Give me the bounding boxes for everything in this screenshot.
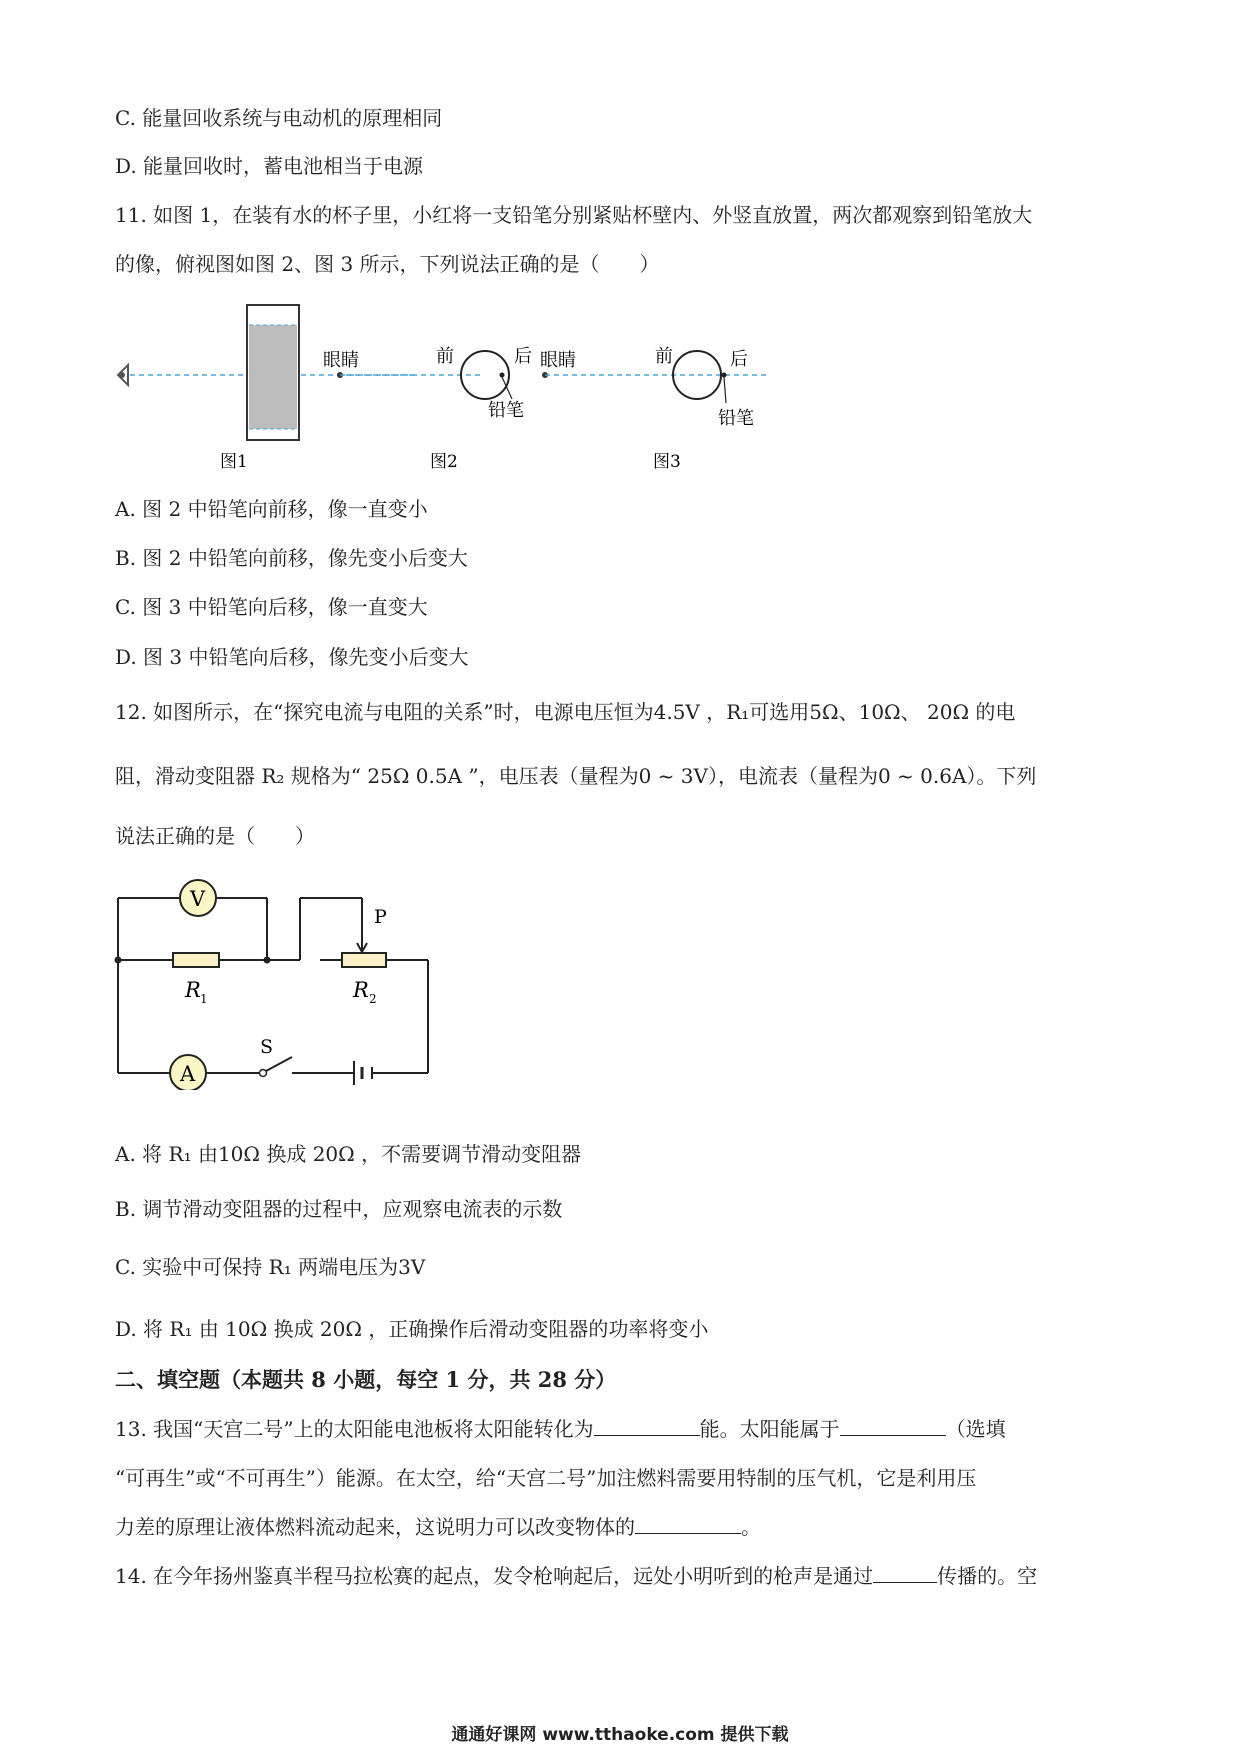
answer-blank-1 — [594, 1415, 700, 1436]
label-front-fig2: 前 — [436, 346, 454, 367]
answer-blank-3 — [635, 1513, 741, 1534]
question-12-line3: 说法正确的是（ ） — [115, 824, 315, 848]
slider-arrow-icon — [357, 943, 367, 952]
battery — [354, 1061, 372, 1085]
svg-text:V: V — [190, 887, 206, 911]
caption-fig3: 图3 — [653, 452, 681, 472]
option-q11-d: D. 图 3 中铅笔向后移，像先变小后变大 — [115, 645, 469, 669]
label-slider-p: P — [374, 906, 387, 928]
label-front-fig3: 前 — [655, 346, 673, 367]
pencil-point-fig3 — [722, 373, 727, 378]
option-q11-c: C. 图 3 中铅笔向后移，像一直变大 — [115, 595, 428, 619]
question-11-line2: 的像，俯视图如图 2、图 3 所示，下列说法正确的是（ ） — [115, 252, 660, 276]
q13-text-1: 13. 我国“天宫二号”上的太阳能电池板将太阳能转化为 — [115, 1417, 594, 1441]
q14-text-1: 14. 在今年扬州鉴真半程马拉松赛的起点，发令枪响起后，远处小明听到的枪声是通过 — [115, 1564, 874, 1588]
voltmeter — [180, 880, 216, 916]
option-q10-d: D. 能量回收时，蓄电池相当于电源 — [115, 154, 424, 178]
option-q12-d: D. 将 R₁ 由 10Ω 换成 20Ω ，正确操作后滑动变阻器的功率将变小 — [115, 1317, 709, 1341]
answer-blank-4 — [873, 1562, 937, 1583]
question-13-line2: “可再生”或“不可再生”）能源。在太空，给“天宫二号”加注燃料需要用特制的压气机，它是利用压 — [115, 1466, 977, 1490]
q13-text-5: 。 — [741, 1515, 761, 1539]
label-eye-fig3: 眼睛 — [540, 350, 576, 371]
circuit-diagram — [110, 875, 440, 1090]
switch — [260, 1057, 293, 1077]
label-r1: R — [185, 978, 201, 1002]
option-q10-c: C. 能量回收系统与电动机的原理相同 — [115, 106, 443, 130]
q13-text-4: 力差的原理让液体燃料流动起来，这说明力可以改变物体的 — [115, 1515, 635, 1539]
label-back-fig3: 后 — [730, 349, 748, 370]
page-footer: 通通好课网 www.tthaoke.com 提供下载 — [451, 1725, 789, 1745]
resistor-r2 — [342, 953, 386, 967]
label-pencil-fig2: 铅笔 — [488, 400, 524, 421]
question-11-line1: 11. 如图 1，在装有水的杯子里，小红将一支铅笔分别紧贴杯壁内、外竖直放置，两次都观察到铅笔放大 — [115, 203, 1033, 227]
q14-text-2: 传播的。空 — [937, 1564, 1038, 1588]
option-q11-b: B. 图 2 中铅笔向前移，像先变小后变大 — [115, 546, 468, 570]
figure-q11 — [110, 295, 790, 475]
q13-text-2: 能。太阳能属于 — [699, 1417, 840, 1441]
section-2-heading: 二、填空题（本题共 8 小题，每空 1 分，共 28 分） — [115, 1367, 617, 1392]
question-12-line2: 阻，滑动变阻器 R₂ 规格为“ 25Ω 0.5A ”，电压表（量程为0 ~ 3V），电流表（量程为0 ~ 0.6A）。下列 — [115, 764, 1037, 788]
option-q11-a: A. 图 2 中铅笔向前移，像一直变小 — [115, 497, 428, 521]
question-12-line1: 12. 如图所示，在“探究电流与电阻的关系”时，电源电压恒为4.5V ，R₁可选用5Ω、10Ω、 20Ω 的电 — [115, 700, 1016, 724]
resistor-r1 — [173, 953, 219, 967]
answer-blank-2 — [840, 1415, 946, 1436]
option-q12-a: A. 将 R₁ 由10Ω 换成 20Ω ，不需要调节滑动变阻器 — [115, 1142, 582, 1166]
option-q12-c: C. 实验中可保持 R₁ 两端电压为3V — [115, 1255, 426, 1279]
question-13-line3 — [115, 1513, 761, 1541]
label-r1-subscript: 1 — [200, 992, 208, 1006]
svg-text:A: A — [180, 1062, 196, 1086]
question-13-line1 — [115, 1415, 1006, 1443]
label-pencil-fig3: 铅笔 — [718, 408, 754, 429]
q13-text-3: （选填 — [945, 1417, 1006, 1441]
question-14-line1 — [115, 1562, 1037, 1590]
option-q12-b: B. 调节滑动变阻器的过程中，应观察电流表的示数 — [115, 1197, 563, 1221]
ammeter — [170, 1055, 206, 1090]
label-switch-s: S — [260, 1036, 274, 1058]
label-eye-fig2: 眼睛 — [323, 350, 359, 371]
caption-fig1: 图1 — [220, 452, 248, 472]
label-back-fig2: 后 — [514, 346, 532, 367]
caption-fig2: 图2 — [430, 452, 458, 472]
label-r2: R — [353, 978, 369, 1002]
eye-icon — [118, 365, 128, 385]
water-cup — [247, 305, 299, 440]
label-r2-subscript: 2 — [369, 992, 377, 1006]
pencil-point-fig2 — [500, 373, 505, 378]
